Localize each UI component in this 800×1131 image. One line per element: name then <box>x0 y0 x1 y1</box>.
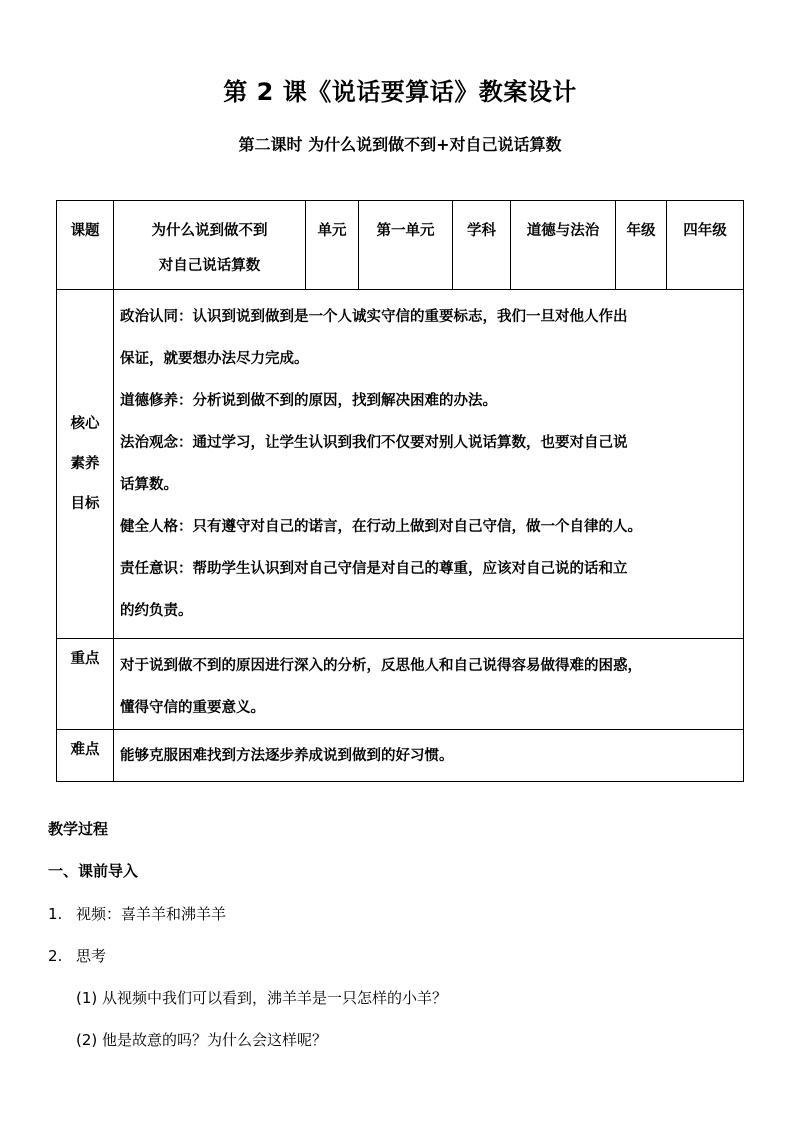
difficulty-text: 能够克服困难找到方法逐步养成说到做到的好习惯。 <box>120 748 454 764</box>
subject-label: 学科 <box>467 223 496 239</box>
goals-content-cell <box>114 290 744 639</box>
goal-line: 法治观念：通过学习，让学生认识到我们不仅要对别人说话算数，也要对自己说 <box>120 435 628 451</box>
grade-value-cell <box>667 201 744 290</box>
key-point-label-cell <box>57 639 114 730</box>
document-title: 第 2 课《说话要算话》教案设计 <box>223 78 577 106</box>
goal-line: 责任意识：帮助学生认识到对自己守信是对自己的尊重，应该对自己说的话和立 <box>120 561 628 577</box>
goals-row <box>57 290 744 639</box>
item-text: 视频：喜羊羊和沸羊羊 <box>76 905 227 923</box>
goals-label-line: 目标 <box>70 496 100 512</box>
unit-label: 单元 <box>317 223 347 239</box>
difficulty-content-cell <box>114 730 744 782</box>
goals-label-line: 素养 <box>70 456 100 472</box>
section-heading: 一、课前导入 <box>48 862 139 880</box>
goal-line: 政治认同：认识到说到做到是一个人诚实守信的重要标志，我们一旦对他人作出 <box>120 309 628 325</box>
grade-value: 四年级 <box>683 223 727 239</box>
goal-line: 保证，就要想办法尽力完成。 <box>120 351 309 367</box>
subject-value-cell <box>511 201 616 290</box>
lesson-plan-table <box>56 200 744 782</box>
unit-value: 第一单元 <box>376 223 435 239</box>
difficulty-row <box>57 730 744 782</box>
topic-label: 课题 <box>70 223 100 239</box>
process-item <box>48 945 106 966</box>
table-header-row <box>57 201 744 290</box>
goals-label-line: 核心 <box>70 416 100 432</box>
item-number: 1. <box>48 905 63 923</box>
difficulty-label-cell <box>57 730 114 782</box>
unit-label-cell <box>306 201 359 290</box>
goals-label-cell <box>57 290 114 639</box>
key-point-line: 懂得守信的重要意义。 <box>120 700 265 716</box>
sub-item: (1) 从视频中我们可以看到，沸羊羊是一只怎样的小羊？ <box>76 989 448 1007</box>
goal-line: 话算数。 <box>120 477 178 493</box>
difficulty-label: 难点 <box>70 742 100 758</box>
process-heading: 教学过程 <box>48 820 109 838</box>
process-item <box>48 903 226 924</box>
key-point-content-cell <box>114 639 744 730</box>
subject-label-cell <box>453 201 511 290</box>
topic-value-cell <box>114 201 306 290</box>
goal-line: 的约负责。 <box>120 603 193 619</box>
item-number: 2. <box>48 947 63 965</box>
topic-label-cell <box>57 201 114 290</box>
sub-item: (2) 他是故意的吗？为什么会这样呢？ <box>76 1031 328 1049</box>
key-point-line: 对于说到做不到的原因进行深入的分析，反思他人和自己说得容易做得难的困惑， <box>120 658 642 674</box>
grade-label: 年级 <box>626 223 656 239</box>
topic-value-line1: 为什么说到做不到 <box>151 223 268 239</box>
document-subtitle: 第二课时 为什么说到做不到+对自己说话算数 <box>238 135 562 154</box>
key-point-label: 重点 <box>70 651 100 667</box>
subject-value: 道德与法治 <box>526 223 600 239</box>
grade-label-cell <box>616 201 667 290</box>
goal-line: 道德修养：分析说到做不到的原因，找到解决困难的办法。 <box>120 393 497 409</box>
topic-value-line2: 对自己说话算数 <box>158 258 261 274</box>
item-text: 思考 <box>76 947 107 965</box>
goal-line: 健全人格：只有遵守对自己的诺言，在行动上做到对自己守信，做一个自律的人。 <box>120 519 642 535</box>
key-point-row <box>57 639 744 730</box>
unit-value-cell <box>359 201 453 290</box>
